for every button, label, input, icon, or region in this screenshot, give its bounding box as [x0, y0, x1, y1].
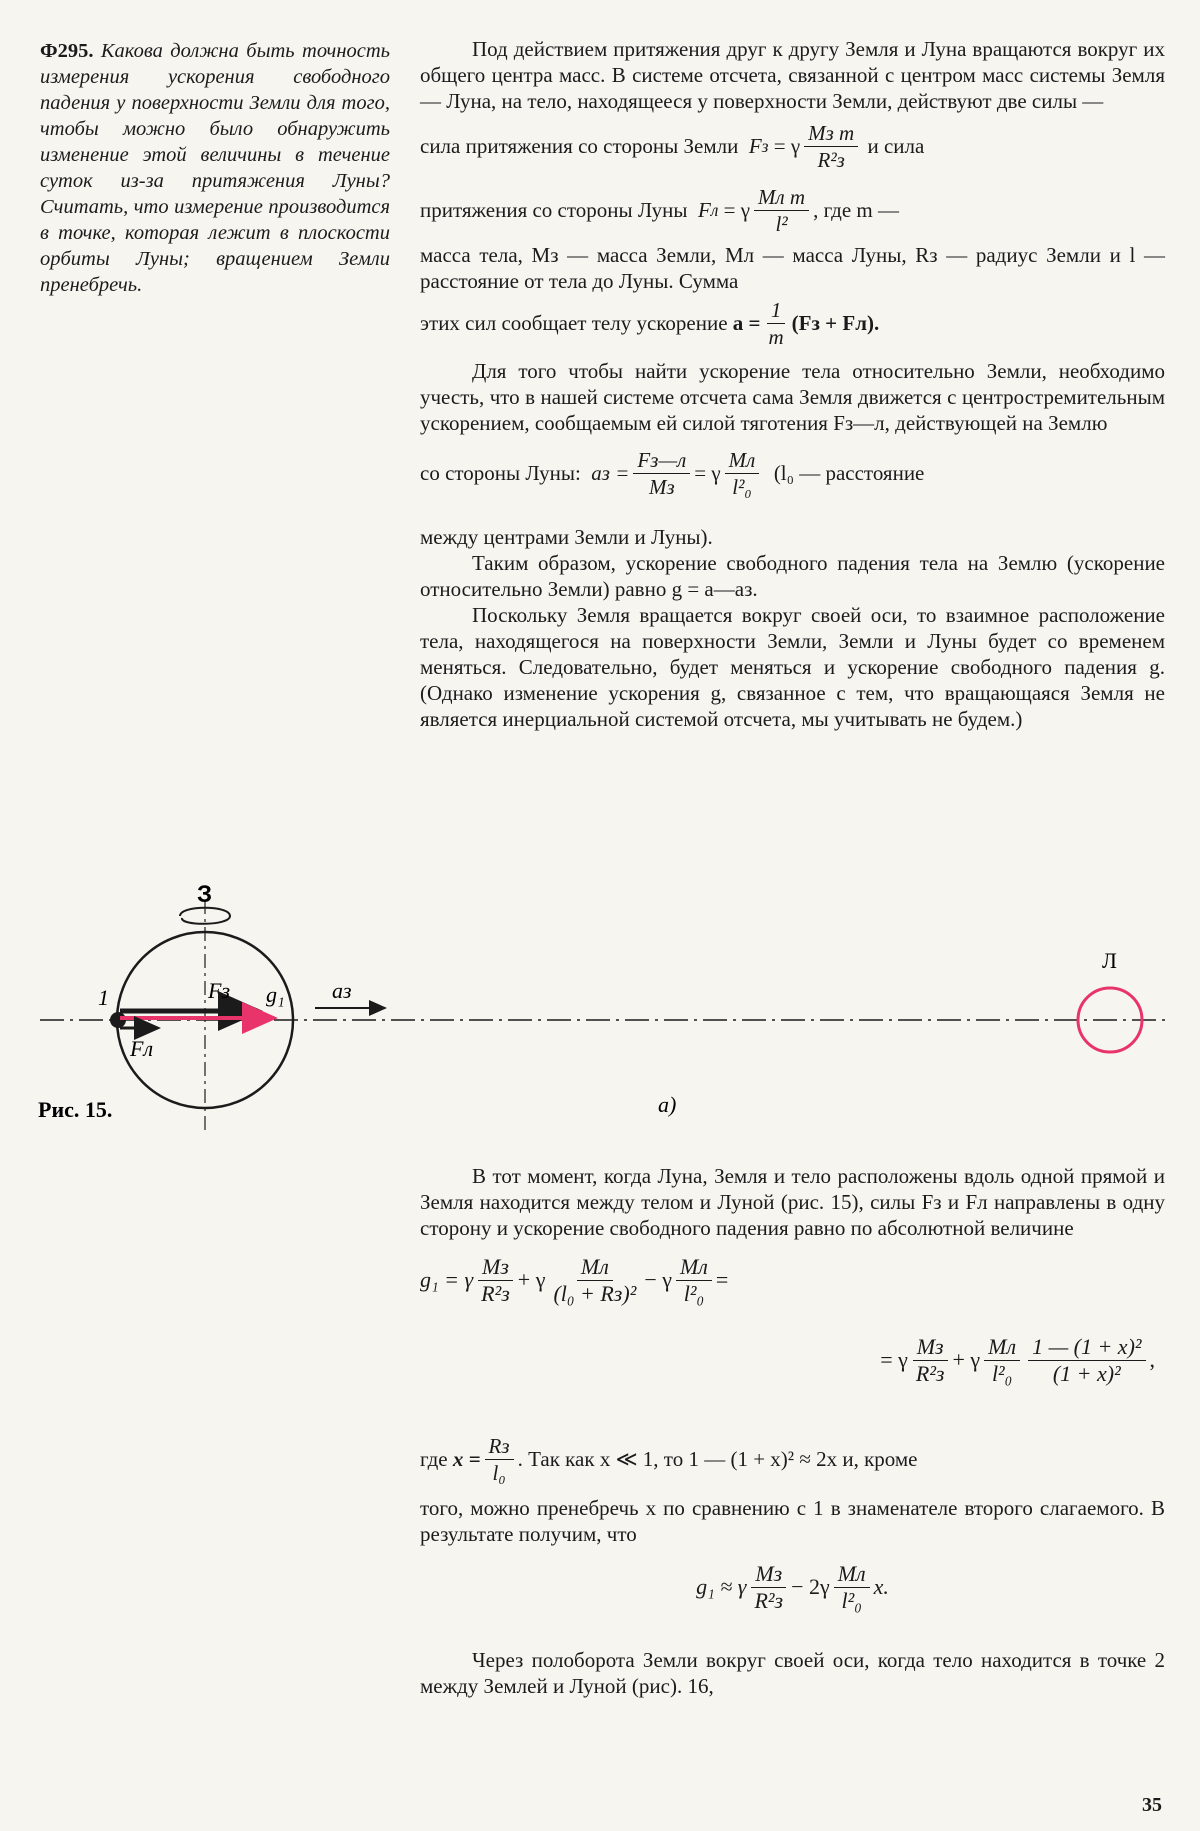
point-1-label: 1	[98, 985, 109, 1010]
force-moon-label: Fл	[130, 1036, 154, 1061]
paragraph-1-mid: масса тела, Mз — масса Земли, Mл — масса Луны, Rз — радиус Земли и l — расстояние от тела до Луны. Сумма	[420, 243, 1165, 293]
page-number: 35	[1142, 1794, 1162, 1816]
figure-caption: Рис. 15.	[38, 1097, 113, 1122]
figure-15	[30, 880, 1180, 1130]
paragraph-2-end: между центрами Земли и Луны).	[420, 525, 713, 549]
problem-statement	[40, 38, 390, 298]
problem-text: Какова должна быть точность измерения ускорения свободного падения у поверхности Земли для того, чтобы можно было обнаружить изменение этой величины в течение суток из-за притяжения Луны? Считать, что измерение производится в точке, которая лежит в плоскости орбиты Луны; вращением Земли пренебречь.	[40, 40, 390, 296]
solution-part-2	[420, 1163, 1165, 1699]
formula-moon-force: притяжения со стороны Луны F л = γ $\frac{\text{Mл m}}{\text{l²}}$ , где m —	[420, 184, 900, 236]
formula-acceleration: этих сил сообщает телу ускорение a = $\frac{1}{m}$ (Fз + Fл).	[420, 297, 880, 349]
figure-sublabel: а)	[658, 1092, 677, 1117]
force-earth-label: Fз	[208, 978, 231, 1003]
g1-label: g₁	[266, 982, 285, 1007]
equation-g1-continued: = γ $\frac{Mз}{\text{R²з}}$ + γ $\frac{Mл}{\text{l²₀}}$ $\frac{\text{1 — (1 + x)²}}{\text{(1 + x)²}}$ ,	[880, 1333, 1155, 1386]
paragraph-4: Поскольку Земля вращается вокруг своей оси, то взаимное расположение тела, находящегося на поверхности Земли, Земли и Луны будет со временем меняться. Следовательно, будет меняться и ускорение свободного падения g. (Однако изменение ускорения g, связанное с тем, что вращающаяся Земля не является инерциальной системой отсчета, мы учитывать не будем.)	[420, 603, 1165, 731]
formula-earth-acceleration: со стороны Луны: aз = $\frac{Fз—л}{Mз}$ = γ $\frac{Mл}{\text{l²₀}}$ (l₀ — расстояние	[420, 447, 925, 499]
moon-label: Л	[1102, 948, 1117, 973]
paragraph-2: Для того чтобы найти ускорение тела относительно Земли, необходимо учесть, что в нашей системе отсчета сама Земля движется с центростремительным ускорением, сообщаемым ей силой тяготения Fз—л, действующей на Землю	[420, 359, 1165, 435]
earth-acceleration-label: aз	[332, 978, 352, 1003]
solution-part-1	[420, 36, 1165, 732]
equation-g1: g₁ = γ $\frac{Mз}{\text{R²з}}$ + γ $\frac{Mл}{\text{(l₀ + Rз)²}}$ − γ $\frac{Mл}{\text{l²₀}}$ =	[420, 1253, 729, 1306]
paragraph-7: Через полоборота Земли вокруг своей оси, когда тело находится в точке 2 между Землей и Луной (рис). 16,	[420, 1648, 1165, 1698]
problem-label: Ф295.	[40, 40, 94, 62]
paragraph-6: того, можно пренебречь x по сравнению с 1 в знаменателе второго слагаемого. В результате получим, что	[420, 1496, 1165, 1546]
paragraph-3: Таким образом, ускорение свободного падения тела на Землю (ускорение относительно Земли) равно g = a—aз.	[420, 551, 1165, 601]
equation-g1-approx: g₁ ≈ γ $\frac{Mз}{\text{R²з}}$ − 2γ $\frac{Mл}{\text{l²₀}}$ x.	[696, 1560, 889, 1613]
earth-label: З	[197, 881, 213, 908]
formula-earth-force: сила притяжения со стороны Земли F з = γ $\frac{\text{Mз m}}{\text{R²з}}$ и сила	[420, 120, 925, 172]
paragraph-1: Под действием притяжения друг к другу Земля и Луна вращаются вокруг их общего центра масс. В системе отсчета, связанной с центром масс системы Земля — Луна, на тело, находящееся у поверхности Земли, действуют две силы —	[420, 37, 1165, 113]
definition-x: где x = $\frac{Rз}{\text{l₀}}$ . Так как x ≪ 1, то 1 — (1 + x)² ≈ 2x и, кроме	[420, 1433, 918, 1485]
paragraph-5: В тот момент, когда Луна, Земля и тело расположены вдоль одной прямой и Земля находится между телом и Луной (рис. 15), силы Fз и Fл направлены в одну сторону и ускорение свободного падения равно по абсолютной величине	[420, 1164, 1165, 1240]
